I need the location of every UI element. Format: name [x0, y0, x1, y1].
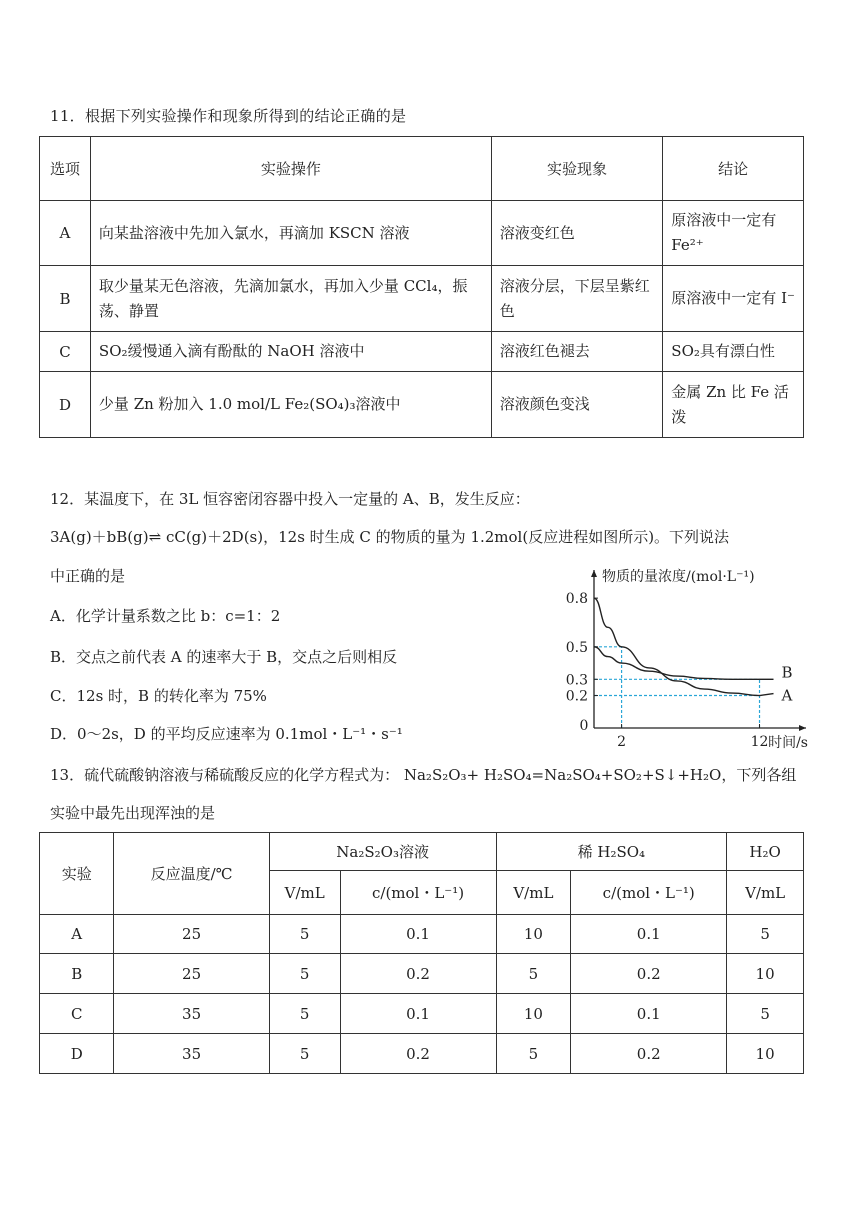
cell-volume: 5 — [496, 954, 571, 994]
cell-volume: 5 — [269, 915, 340, 954]
q12-line3: 中正确的是 — [50, 567, 126, 585]
header-phenomenon: 实验现象 — [491, 137, 663, 201]
concentration-time-chart — [562, 560, 812, 758]
row-option: A — [40, 201, 91, 266]
cell-volume: 5 — [269, 994, 340, 1034]
q12-line2: 3A(g)＋bB(g)⇌ cC(g)＋2D(s)，12s 时生成 C 的物质的量为 1.2mol(反应进程如图所示)。下列说法 — [50, 528, 730, 546]
cell-temperature: 35 — [114, 994, 269, 1034]
cell-volume: 5 — [269, 954, 340, 994]
header-option: 选项 — [40, 137, 91, 201]
table-row — [40, 1034, 804, 1074]
cell-volume: 5 — [727, 915, 804, 954]
cell-volume: 10 — [727, 954, 804, 994]
q12-option-c: C．12s 时，B 的转化率为 75% — [50, 687, 267, 705]
series-label-a: A — [781, 686, 793, 705]
table-row — [40, 372, 804, 438]
x-tick-label: 0 — [579, 718, 589, 734]
q12-option-b: B．交点之前代表 A 的速率大于 B，交点之后则相反 — [50, 648, 398, 666]
x-axis-arrow — [799, 725, 806, 731]
x-axis-label: 时间/s — [768, 735, 808, 751]
cell-volume: 5 — [269, 1034, 340, 1074]
header-h2o: H₂O — [727, 833, 804, 871]
q12-line1: 12．某温度下，在 3L 恒容密闭容器中投入一定量的 A、B，发生反应： — [50, 490, 530, 508]
table-header-row — [40, 137, 804, 201]
row-phenomenon: 溶液分层，下层呈紫红色 — [491, 266, 663, 332]
y-tick-label: 0.5 — [565, 639, 588, 656]
table-header-row — [40, 833, 804, 871]
subheader-concentration: c/(mol・L⁻¹) — [340, 871, 496, 915]
row-phenomenon: 溶液红色褪去 — [491, 332, 663, 372]
cell-volume: 10 — [496, 915, 571, 954]
header-na2s2o3: Na₂S₂O₃溶液 — [269, 833, 496, 871]
row-conclusion: 原溶液中一定有 I⁻ — [663, 266, 804, 332]
subheader-concentration: c/(mol・L⁻¹) — [571, 871, 727, 915]
x-tick-label: 2 — [617, 734, 627, 750]
header-temperature: 反应温度/℃ — [114, 833, 269, 915]
y-tick-label: 0.3 — [565, 672, 588, 689]
cell-temperature: 25 — [114, 954, 269, 994]
cell-concentration: 0.1 — [571, 994, 727, 1034]
row-phenomenon: 溶液颜色变浅 — [491, 372, 663, 438]
row-operation: SO₂缓慢通入滴有酚酞的 NaOH 溶液中 — [90, 332, 491, 372]
table-row — [40, 954, 804, 994]
table-row — [40, 332, 804, 372]
header-operation: 实验操作 — [90, 137, 491, 201]
header-h2so4: 稀 H₂SO₄ — [496, 833, 727, 871]
row-conclusion: 金属 Zn 比 Fe 活泼 — [663, 372, 804, 438]
cell-volume: 5 — [496, 1034, 571, 1074]
series-label-b: B — [781, 663, 793, 682]
cell-experiment: C — [40, 994, 114, 1034]
y-tick-label: 0.2 — [565, 688, 588, 705]
subheader-volume: V/mL — [496, 871, 571, 915]
cell-concentration: 0.2 — [340, 1034, 496, 1074]
cell-temperature: 35 — [114, 1034, 269, 1074]
q11-title: 11．根据下列实验操作和现象所得到的结论正确的是 — [50, 107, 407, 125]
cell-experiment: B — [40, 954, 114, 994]
row-option: B — [40, 266, 91, 332]
subheader-volume: V/mL — [269, 871, 340, 915]
cell-concentration: 0.1 — [571, 915, 727, 954]
q13-table — [39, 832, 804, 1074]
q12-option-d: D．0～2s，D 的平均反应速率为 0.1mol・L⁻¹・s⁻¹ — [50, 725, 403, 743]
cell-concentration: 0.1 — [340, 915, 496, 954]
y-tick-label: 0.8 — [565, 591, 588, 608]
table-row — [40, 994, 804, 1034]
y-axis-arrow — [591, 570, 597, 577]
y-axis-label: 物质的量浓度/(mol·L⁻¹) — [602, 569, 755, 585]
cell-concentration: 0.2 — [340, 954, 496, 994]
q12-option-a: A．化学计量系数之比 b：c=1：2 — [50, 607, 281, 625]
series-line-b — [594, 647, 760, 679]
cell-volume: 10 — [496, 994, 571, 1034]
q13-line2: 实验中最先出现浑浊的是 — [50, 804, 216, 822]
row-option: C — [40, 332, 91, 372]
header-experiment: 实验 — [40, 833, 114, 915]
row-conclusion: 原溶液中一定有 Fe²⁺ — [663, 201, 804, 266]
q11-table — [39, 136, 804, 438]
header-conclusion: 结论 — [663, 137, 804, 201]
row-operation: 向某盐溶液中先加入氯水，再滴加 KSCN 溶液 — [90, 201, 491, 266]
x-tick-label: 12 — [750, 734, 769, 750]
q13-line1: 13．硫代硫酸钠溶液与稀硫酸反应的化学方程式为： Na₂S₂O₃+ H₂SO₄=Na₂SO₄+SO₂+S↓+H₂O，下列各组 — [50, 766, 797, 784]
row-phenomenon: 溶液变红色 — [491, 201, 663, 266]
cell-concentration: 0.1 — [340, 994, 496, 1034]
cell-concentration: 0.2 — [571, 954, 727, 994]
cell-concentration: 0.2 — [571, 1034, 727, 1074]
table-row — [40, 201, 804, 266]
row-conclusion: SO₂具有漂白性 — [663, 332, 804, 372]
cell-experiment: A — [40, 915, 114, 954]
row-operation: 取少量某无色溶液，先滴加氯水，再加入少量 CCl₄，振荡、静置 — [90, 266, 491, 332]
cell-temperature: 25 — [114, 915, 269, 954]
row-operation: 少量 Zn 粉加入 1.0 mol/L Fe₂(SO₄)₃溶液中 — [90, 372, 491, 438]
table-row — [40, 266, 804, 332]
cell-volume: 5 — [727, 994, 804, 1034]
cell-experiment: D — [40, 1034, 114, 1074]
subheader-volume: V/mL — [727, 871, 804, 915]
series-line-a — [594, 598, 760, 695]
series-tail-a — [760, 694, 774, 696]
table-row — [40, 915, 804, 954]
row-option: D — [40, 372, 91, 438]
cell-volume: 10 — [727, 1034, 804, 1074]
